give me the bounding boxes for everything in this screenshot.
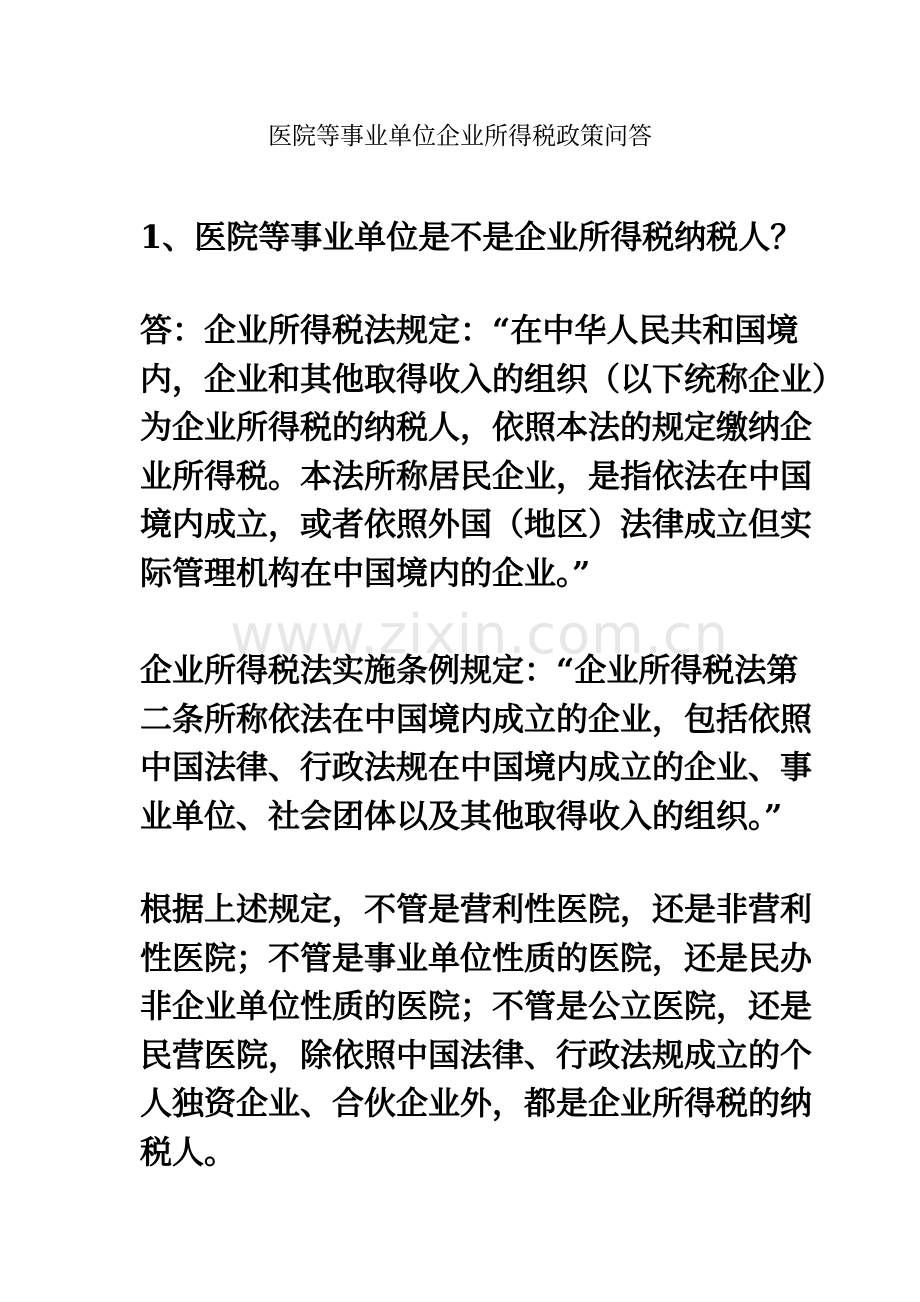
paragraph-line: 人独资企业、合伙企业外，都是企业所得税的纳	[140, 1084, 813, 1123]
paragraph-line: 内，企业和其他取得收入的组织（以下统称企业）	[140, 359, 845, 398]
paragraph-line: 企业所得税法实施条例规定：“企业所得税法第	[140, 651, 799, 689]
paragraph-line: 答：企业所得税法规定：“在中华人民共和国境	[140, 311, 799, 349]
question-heading: 1、医院等事业单位是不是企业所得税纳税人？	[140, 218, 803, 256]
paragraph-line: 业单位、社会团体以及其他取得收入的组织。”	[140, 796, 783, 835]
paragraph-line: 民营医院，除依照中国法律、行政法规成立的个	[140, 1035, 813, 1074]
paragraph-line: 为企业所得税的纳税人，依照本法的规定缴纳企	[140, 408, 813, 447]
watermark: www.zixin.com.cn	[230, 603, 729, 666]
paragraph-line: 二条所称依法在中国境内成立的企业，包括依照	[140, 699, 813, 738]
paragraph-line: 境内成立，或者依照外国（地区）法律成立但实	[140, 505, 813, 544]
paragraph-line: 非企业单位性质的医院；不管是公立医院，还是	[140, 987, 813, 1026]
paragraph-line: 中国法律、行政法规在中国境内成立的企业、事	[140, 748, 813, 787]
answer-paragraph-1	[140, 306, 845, 598]
answer-paragraph-2	[140, 646, 813, 840]
answer-paragraph-3	[140, 885, 813, 1177]
paragraph-line: 税人。	[140, 1132, 237, 1171]
paragraph-line: 际管理机构在中国境内的企业。”	[140, 553, 591, 592]
document-title: 医院等事业单位企业所得税政策问答	[268, 122, 652, 150]
paragraph-line: 根据上述规定，不管是营利性医院，还是非营利	[140, 890, 813, 928]
paragraph-line: 性医院；不管是事业单位性质的医院，还是民办	[140, 938, 813, 977]
paragraph-line: 业所得税。本法所称居民企业，是指依法在中国	[140, 456, 813, 495]
